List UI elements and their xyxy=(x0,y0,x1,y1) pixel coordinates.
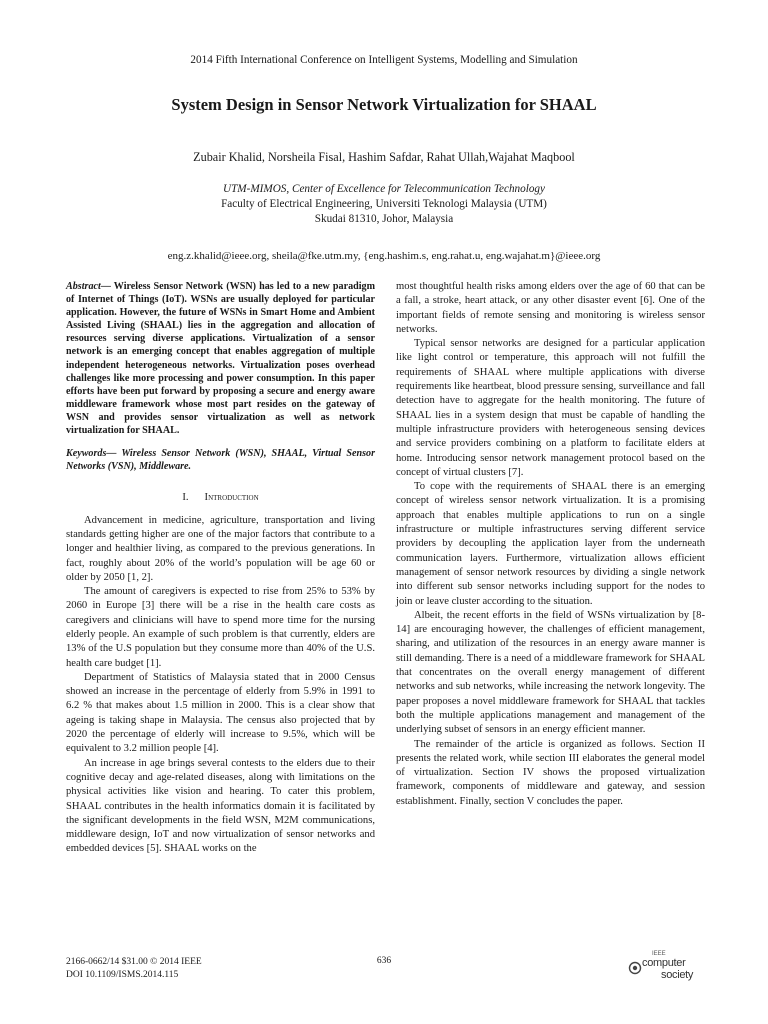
conference-header: 2014 Fifth International Conference on Intelligent Systems, Modelling and Simulation xyxy=(190,54,578,66)
author-emails: eng.z.khalid@ieee.org, sheila@fke.utm.my, {eng.hashim.s, eng.rahat.u, eng.wajahat.m}@ieee.org xyxy=(167,250,601,262)
section-number: I. xyxy=(182,492,189,504)
body-paragraph: Typical sensor networks are designed for a particular application like light control or temperature, this approach will not fulfill the requirements of SHAAL where multiple applications with diverse requirements like heartbeat, blood pressure sensing, surveillance and fall detection have to aggregate for the health monitoring. The future of SHAAL lies in a system design that must be capable of handling the multiple infrastructure providers with heterogeneous sensing devices and service providers combining on a platform to facilitate elders at home. Introducing sensor network management protocol based on the concept of virtual clusters [7]. xyxy=(396,338,705,478)
body-paragraph: The remainder of the article is organized as follows. Section II presents the related work, while section III elaborates the general model of virtualization. Section IV shows the proposed virtualization framework, components of middleware and gateway, and session establishment. Finally, section V concludes the paper. xyxy=(396,738,705,807)
footer-issn: 2166-0662/14 $31.00 © 2014 IEEE xyxy=(66,957,202,967)
section-title: Introduction xyxy=(204,492,259,504)
paper-title: System Design in Sensor Network Virtualization for SHAAL xyxy=(171,95,597,114)
left-column xyxy=(66,280,375,857)
section-heading-introduction xyxy=(66,491,375,505)
abstract-lead: Abstract xyxy=(66,281,101,292)
abstract xyxy=(66,280,375,437)
computer-society-icon xyxy=(628,961,642,975)
author-list: Zubair Khalid, Norsheila Fisal, Hashim Safdar, Rahat Ullah,Wajahat Maqbool xyxy=(193,150,575,164)
intro-paragraph: Advancement in medicine, agriculture, transportation and living standards getting higher are one of the major factors that contribute to a longer and healthier living, as compared to the previous generations. In fact, roughly about 20% of the world’s population will be age 60 or older by 2050 [1, 2]. xyxy=(66,514,375,583)
intro-paragraph: Department of Statistics of Malaysia stated that in 2000 Census showed an increase in the percentage of elderly from 5.9% in 1991 to 6.2 % that makes about 1.5 million in 2000. This is a clear show that ageing is taking shape in Malaysia. The census also projected that by 2020 the percentage of elderly will increase to 9.5%, which will be equivalent to 3.2 million people [4]. xyxy=(66,671,375,755)
body-paragraph: To cope with the requirements of SHAAL there is an emerging concept of wireless sensor network virtualization. It is a promising approach that enables multiple applications to run on a single infrastructure or multiple infrastructures serving different service providers by decoupling the application layer from the underneath communication layers. Furthermore, virtualization allows efficient management of sensor network resources by dividing a single network into different sub sensor networks including support for the nodes to join or leave cluster according to the situation. xyxy=(396,481,705,607)
abstract-body: — Wireless Sensor Network (WSN) has led to a new paradigm of Internet of Things (IoT). WSNs are usually deployed for particular application. However, the future of WSNs in Smart Home and Ambient Assisted Living (SHAAL) lies in the aggregation and allocation of resources serving diverse applications. Virtualization of a sensor network is an emerging concept that enables aggregation of multiple independent heterogeneous networks. Virtualization poses overhead challenges like more processing and power consumption. In this paper efforts have been put forward by proposing a secure and energy aware middleware framework whose most part resides on the gateway of WSN and provides sensor virtualization as well as network virtualization for SHAAL. xyxy=(66,281,375,437)
affiliation-faculty: Faculty of Electrical Engineering, Universiti Teknologi Malaysia (UTM) xyxy=(221,198,547,210)
ieee-computer-society-logo xyxy=(628,951,708,985)
logo-word-society: society xyxy=(661,969,694,981)
body-paragraph: Albeit, the recent efforts in the field of WSNs virtualization by [8-14] are encouraging however, the challenges of efficient management, sharing, and utilization of the resources in an energy aware manner is still demanding. There is a need of a middleware framework for SHAAL that concentrates on the overall energy management of different networks and sub networks, while increasing the network longevity. The paper proposes a novel middleware framework for SHAAL that tackles both the multiple applications management and management of the underlying subset of sensors in an energy efficient manner. xyxy=(396,609,705,736)
affiliation-center: UTM-MIMOS, Center of Excellence for Telecommunication Technology xyxy=(223,183,545,195)
body-paragraph: most thoughtful health risks among elders over the age of 60 that can be a fall, a stroke, heart attack, or any other disaster event [6]. One of the important fields of remote sensing and monitoring is wireless sensor networks. xyxy=(396,281,705,335)
affiliation-address: Skudai 81310, Johor, Malaysia xyxy=(314,213,454,225)
page-number: 636 xyxy=(376,956,392,966)
intro-paragraph: An increase in age brings several contests to the elders due to their cognitive decay and age-related diseases, along with limitations on the physical activities like vision and hearing. To cater this problem, SHAAL contributes in the health informatics domain it is facilitated by the significant developments in the field WSN, M2M communications, middleware design, IoT and now virtualization of sensor networks and embedded devices [5]. SHAAL works on the xyxy=(66,757,375,855)
logo-ieee-text: IEEE xyxy=(652,951,666,957)
logo-word-computer: computer xyxy=(642,957,686,969)
right-column xyxy=(396,280,705,809)
keywords: Keywords— Wireless Sensor Network (WSN), SHAAL, Virtual Sensor Networks (VSN), Middleware. xyxy=(66,448,375,473)
affiliation-block xyxy=(0,182,768,227)
intro-paragraph: The amount of caregivers is expected to rise from 25% to 53% by 2060 in Europe [3] there will be a rise in the health care costs as caregivers and clinicians will have to spend more time for the nursing elderly people. An example of such problem is that currently, elders are 13% of the U.S population but they consume more than 40% of the U.S. health care budget [1]. xyxy=(66,586,375,669)
footer-doi: DOI 10.1109/ISMS.2014.115 xyxy=(66,970,179,980)
